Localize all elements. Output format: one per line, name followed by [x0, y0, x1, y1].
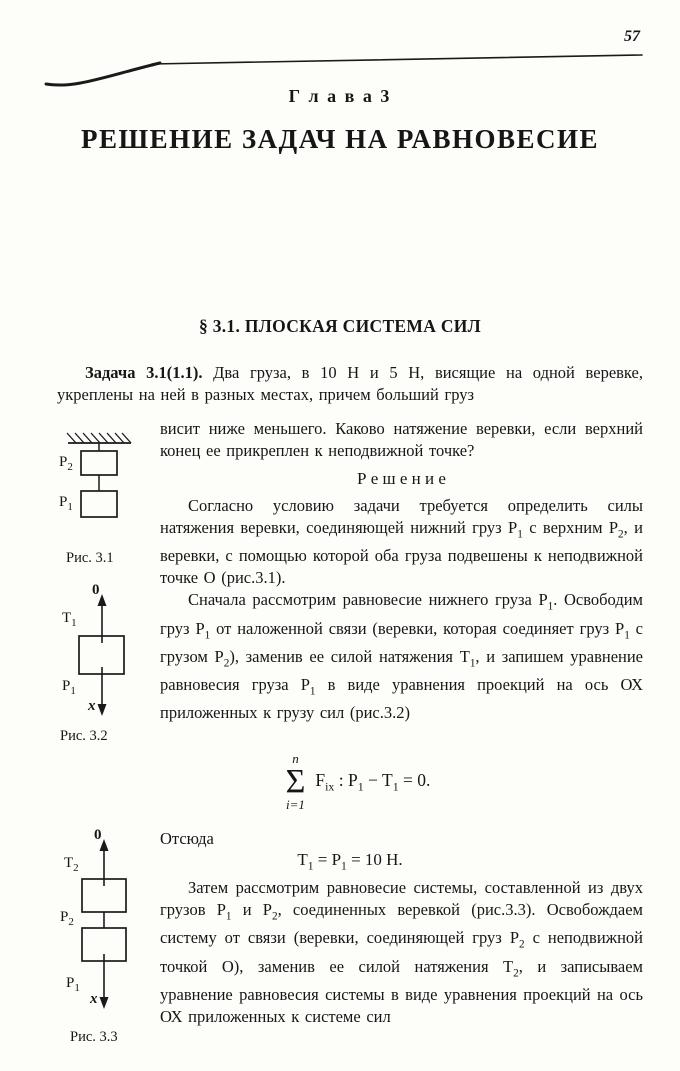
figure-3-2-label-t1: $T_1$	[62, 610, 77, 629]
weight-box-p2	[81, 451, 117, 475]
figure-3-2-label-x-axis: x	[88, 698, 96, 714]
solution-paragraph-2: Сначала рассмотрим равновесие нижнего груза $P_1$. Освободим груз $P_1$ от наложенной связи (веревки, которая соединяет груз $P_1$ с грузом $P_2$), заменив ее силой натяжения $T_1$, и запишем уравнение равновесия груза $P_1$ в виде уравнения проекций на ось ОХ приложенных к грузу сил (рис.3.2)	[160, 590, 643, 723]
solution-heading: Р е ш е н и е	[357, 469, 446, 488]
hence-text: Отсюда	[160, 829, 214, 848]
chapter-title: РЕШЕНИЕ ЗАДАЧ НА РАВНОВЕСИЕ	[80, 124, 600, 154]
chapter-label: Г л а в а 3	[288, 86, 392, 106]
figure-3-1-label-p2: $P_2$	[59, 454, 73, 473]
equilibrium-equation	[65, 752, 651, 812]
problem-text-wrapped: висит ниже меньшего. Каково натяжение веревки, если верхний конец ее прикреплен к неподвижной точке?	[160, 419, 643, 460]
figure-3-3-label-p1: $P_1$	[66, 975, 80, 994]
figure-3-1-label-p1: $P_1$	[59, 494, 73, 513]
equation-body: $F_{ix}$ : $P_1 - T_1 = 0$.	[315, 769, 431, 794]
section-title: § 3.1. ПЛОСКАЯ СИСТЕМА СИЛ	[198, 316, 482, 336]
figure-3-3-label-p2: $P_2$	[60, 909, 74, 928]
figure-3-2-caption: Рис. 3.2	[60, 728, 108, 744]
figure-3-3-label-origin: 0	[94, 827, 102, 843]
text-column	[160, 418, 643, 724]
top-rule-flourish	[0, 0, 680, 100]
figure-3-2-drawing	[58, 586, 144, 720]
figure-3-3	[58, 827, 148, 1051]
figure-3-1-caption: Рис. 3.1	[66, 550, 114, 566]
axis-arrow-down-icon	[98, 704, 107, 716]
solution-paragraph-1: Согласно условию задачи требуется определить силы натяжения веревки, соединяющей нижний груз $P_1$ с верхним $P_2$, и веревки, с помощью которой оба груза подвешены к неподвижной точке О (рис.3.1).	[160, 496, 643, 588]
figure-3-3-label-x-axis: x	[90, 991, 98, 1007]
problem-label: Задача 3.1(1.1).	[85, 363, 203, 382]
weight-box-p1	[81, 491, 117, 517]
figure-3-2-label-origin: 0	[92, 582, 100, 598]
figure-3-3-caption: Рис. 3.3	[70, 1029, 118, 1045]
ceiling-hatch-icon	[67, 433, 131, 443]
figure-3-1	[52, 428, 148, 580]
sum-upper-limit: n	[292, 751, 299, 766]
sum-lower-limit: i=1	[286, 797, 305, 812]
figure-3-3-label-t2: $T_2$	[64, 855, 79, 874]
problem-text-start: Два груза, в 10 Н и 5 Н, висящие на одной веревке, укреплены на ней в разных местах, причем больший груз	[57, 363, 643, 404]
solution-paragraph-3: Затем рассмотрим равновесие системы, составленной из двух грузов $P_1$ и $P_2$, соединенных веревкой (рис.3.3). Освобождаем систему от связи (веревки, соединяющей груз $P_2$ с неподвижной точкой О), заменив ее силой натяжения $T_2$, и записываем уравнение равновесия системы в виде уравнения проекций на ось ОХ приложенных к системе сил	[160, 878, 643, 1026]
problem-statement	[57, 362, 643, 406]
result-equation: $T_1 = P_1 = 10$ Н.	[297, 850, 403, 873]
figure-3-2	[58, 582, 144, 748]
sigma-icon: Σ	[285, 763, 306, 800]
summation-symbol	[286, 752, 306, 812]
axis-arrow-down-icon	[100, 997, 109, 1009]
page-number: 57	[624, 28, 640, 45]
figure-3-2-label-p1: $P_1$	[62, 678, 76, 697]
